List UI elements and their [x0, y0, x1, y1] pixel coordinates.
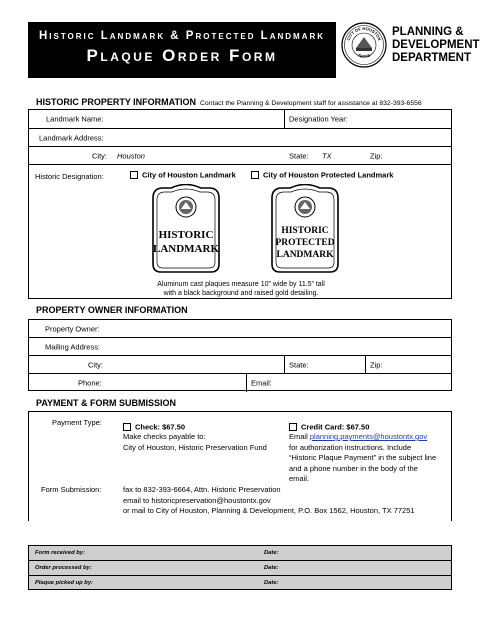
- form-title-line1: Historic Landmark & Protected Landmark: [38, 30, 326, 42]
- plaque2-line3: LANDMARK: [276, 250, 334, 260]
- historic-landmark-plaque-image: [147, 184, 225, 276]
- designation-year-label: Designation Year:: [289, 114, 348, 124]
- historic-city-row: [29, 147, 451, 165]
- department-name: PLANNING & DEVELOPMENT DEPARTMENT: [392, 26, 480, 64]
- owner-city-row: [29, 356, 451, 374]
- submission-instructions: fax to 832-393-6664, Attn. Historic Preservation email to historicpreservation@houstontx.gov or mail to City of Houston, Planning & Development, P.O. Box 1562, Houston, TX 77251: [123, 485, 415, 515]
- form-submission-label: Form Submission:: [41, 485, 102, 494]
- property-owner-label: Property Owner:: [45, 324, 100, 333]
- payment-section-heading: PAYMENT & FORM SUBMISSION: [36, 398, 177, 408]
- historic-zip-label: Zip:: [370, 151, 383, 160]
- check-instructions: Make checks payable to: City of Houston, Historic Preservation Fund: [123, 432, 267, 452]
- order-processed-row: [29, 561, 451, 576]
- protected-landmark-plaque-image: [266, 184, 344, 276]
- city-seal-icon: [341, 22, 387, 68]
- plaque2-line2: PROTECTED: [275, 238, 335, 248]
- owner-row: [29, 320, 451, 338]
- payment-box: [28, 411, 452, 521]
- form-received-row: [29, 546, 451, 561]
- landmark-address-label: Landmark Address:: [39, 133, 104, 142]
- payment-type-label: Payment Type:: [52, 418, 102, 427]
- credit-card-instructions: Email planning.payments@houstontx.gov for authorization instructions. Include “Historic Plaque Payment” in the subject line and a phone number in the body of the email.: [289, 432, 437, 483]
- plaque-picked-date-label: Date:: [264, 580, 279, 586]
- owner-state-label: State:: [289, 360, 309, 369]
- check-checkbox[interactable]: [123, 423, 131, 431]
- landmark-name-row: [29, 110, 451, 129]
- plaque-picked-label: Plaque picked up by:: [35, 580, 93, 586]
- email-label: Email:: [251, 378, 272, 388]
- owner-section-heading: PROPERTY OWNER INFORMATION: [36, 305, 188, 315]
- plaque2-line1: HISTORIC: [281, 226, 329, 236]
- historic-state-value: TX: [322, 151, 332, 160]
- owner-zip-label: Zip:: [370, 360, 383, 369]
- owner-city-label: City:: [88, 360, 103, 369]
- form-title-banner: [28, 22, 336, 78]
- seal-bottom-text: TEXAS: [357, 52, 371, 59]
- owner-contact-row: [29, 374, 451, 392]
- mailing-address-label: Mailing Address:: [45, 342, 101, 351]
- historic-designation-label: Historic Designation:: [35, 172, 104, 181]
- landmark-name-label: Landmark Name:: [46, 114, 104, 124]
- property-owner-box: [28, 319, 452, 391]
- plaque1-line1: HISTORIC: [158, 229, 214, 241]
- option-landmark[interactable]: [130, 170, 236, 180]
- historic-section-heading: HISTORIC PROPERTY INFORMATION Contact the Planning & Development staff for assistance at 832-393-6556: [36, 97, 422, 107]
- mailing-address-row: [29, 338, 451, 356]
- option-protected-landmark[interactable]: [251, 170, 393, 180]
- landmark-option-label: City of Houston Landmark: [142, 170, 236, 180]
- order-processed-date-label: Date:: [264, 565, 279, 571]
- form-received-label: Form received by:: [35, 550, 85, 556]
- form-received-date-label: Date:: [264, 550, 279, 556]
- seal-top-text: CITY OF HOUSTON: [345, 25, 383, 42]
- historic-state-label: State:: [289, 151, 309, 160]
- credit-card-checkbox[interactable]: [289, 423, 297, 431]
- payments-email-link[interactable]: planning.payments@houstontx.gov: [309, 432, 428, 441]
- office-use-box: [28, 545, 452, 590]
- historic-designation-row: [29, 165, 451, 300]
- landmark-checkbox[interactable]: [130, 171, 138, 179]
- plaque-caption: Aluminum cast plaques measure 10” wide by 11.5” tall with a black background and raised gold detailing.: [157, 281, 325, 297]
- historic-property-box: [28, 109, 452, 299]
- historic-city-label: City:: [92, 151, 107, 160]
- landmark-address-row: [29, 129, 451, 147]
- plaque-picked-row: [29, 576, 451, 591]
- credit-card-option-label: Credit Card: $67.50: [301, 422, 370, 432]
- order-processed-label: Order processed by:: [35, 565, 92, 571]
- protected-landmark-option-label: City of Houston Protected Landmark: [263, 170, 394, 180]
- historic-city-value: Houston: [117, 151, 145, 160]
- check-option-label: Check: $67.50: [135, 422, 186, 432]
- form-title-line2: Plaque Order Form: [86, 46, 278, 65]
- phone-label: Phone:: [78, 378, 102, 388]
- contact-note: Contact the Planning & Development staff for assistance at 832-393-6556: [200, 100, 422, 107]
- protected-landmark-checkbox[interactable]: [251, 171, 259, 179]
- plaque1-line2: LANDMARK: [153, 243, 219, 255]
